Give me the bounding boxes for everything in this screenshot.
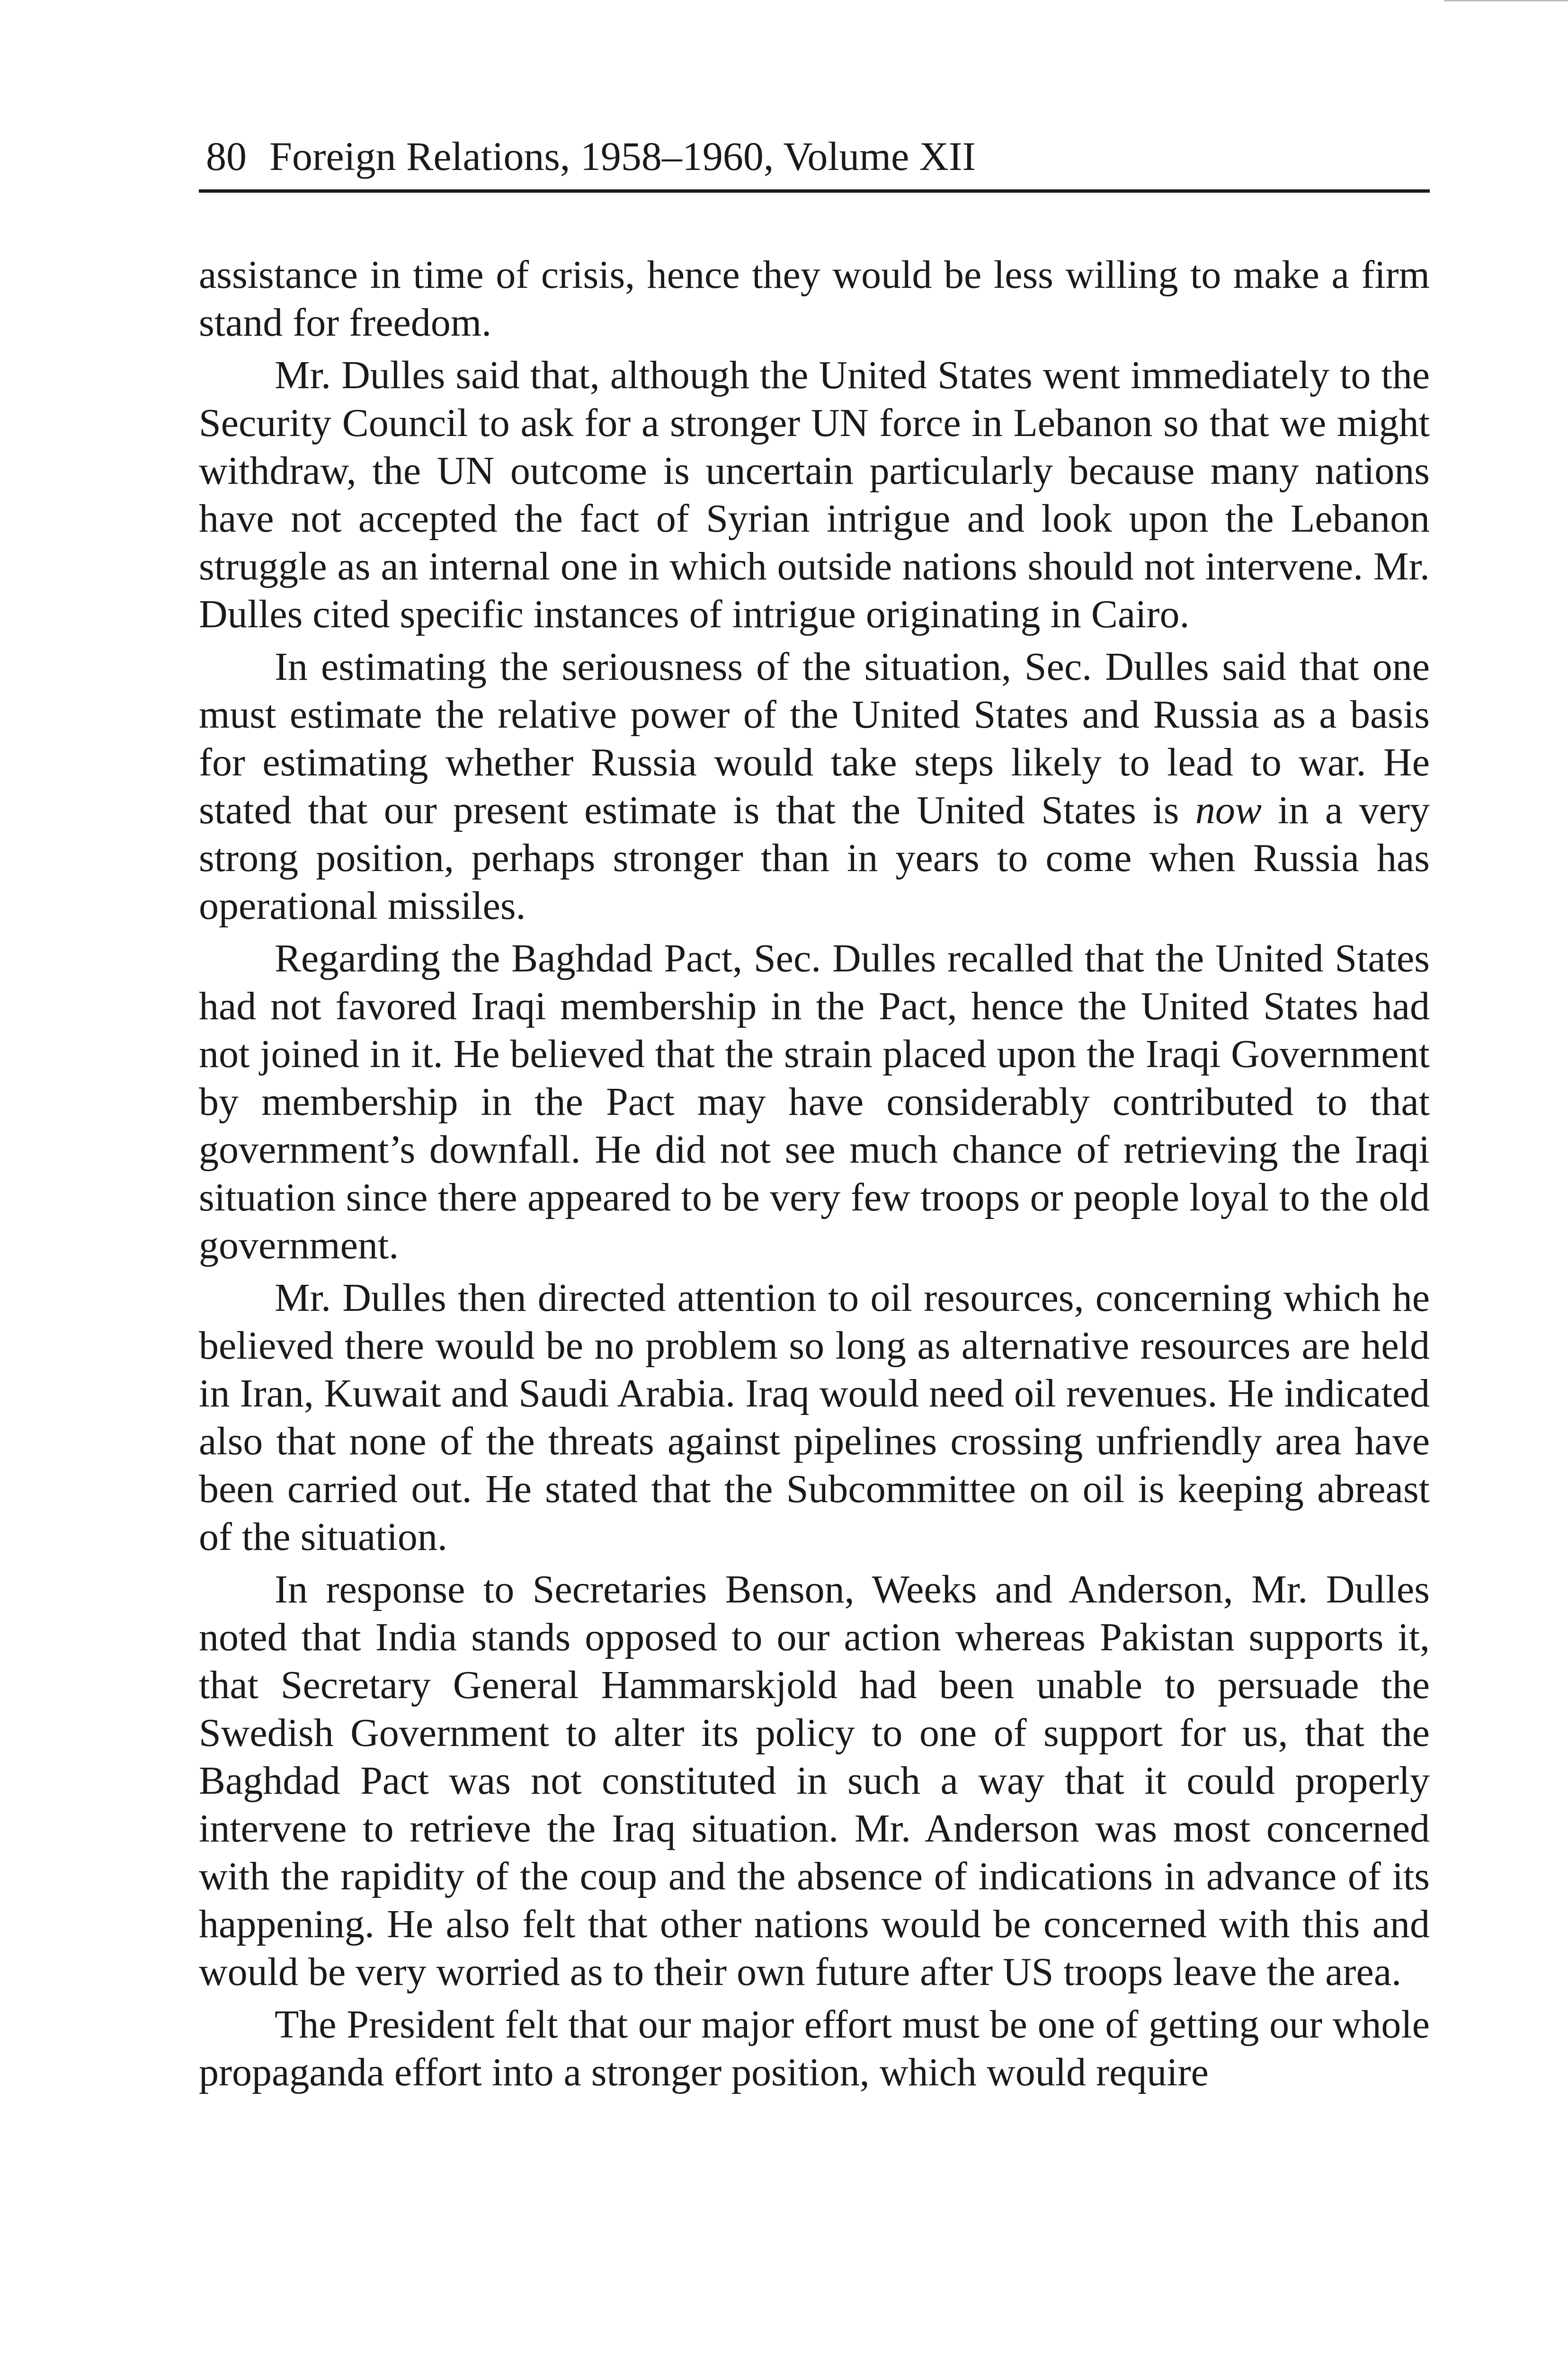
- paragraph-continuation: assistance in time of crisis, hence they would be less willing to make a firm stand for freedom.: [199, 253, 1430, 345]
- body-text: [199, 251, 1430, 2101]
- paragraph-baghdad-pact: Regarding the Baghdad Pact, Sec. Dulles recalled that the United States had not favored Iraqi membership in the Pact, hence the United States had not joined in it. He believed that the strain placed upon the Iraqi Government by membership in the Pact may have considerably contributed to that government’s downfall. He did not see much chance of retrieving the Iraqi situation since there appeared to be very few troops or people loyal to the old government.: [199, 936, 1430, 1267]
- paragraph-secretaries-response: In response to Secretaries Benson, Weeks and Anderson, Mr. Dulles noted that India stands opposed to our action whereas Pakistan supports it, that Secretary General Hammarskjold had been unable to persuade the Swedish Government to alter its policy to one of support for us, that the Baghdad Pact was not constituted in such a way that it could properly intervene to retrieve the Iraq situation. Mr. Anderson was most concerned with the rapidity of the coup and the absence of indications in advance of its happening. He also felt that other nations would be concerned with this and would be very worried as to their own future after US troops leave the area.: [199, 1567, 1430, 1994]
- running-title: Foreign Relations, 1958–1960, Volume XII: [269, 133, 976, 179]
- paragraph-president-propaganda: The President felt that our major effort must be one of getting our whole propaganda effort into a stronger position, which would require: [199, 2002, 1430, 2094]
- emphasis-now: now: [1195, 788, 1262, 832]
- paragraph-oil-resources: Mr. Dulles then directed attention to oil resources, concerning which he believed there would be no problem so long as alternative resources are held in Iran, Kuwait and Saudi Arabia. Iraq would need oil revenues. He indicated also that none of the threats against pipelines crossing unfriendly area have been carried out. He stated that the Subcommittee on oil is keeping abreast of the situation.: [199, 1276, 1430, 1559]
- scan-edge-rule: [1444, 0, 1568, 1]
- running-head: [206, 128, 976, 185]
- paragraph-relative-power-part1: In estimating the seriousness of the situation, Sec. Dulles said that one must estimate the relative power of the United States and Russia as a basis for estimating whether Russia would take steps likely to lead to war. He stated that our present estimate is that the United States is: [199, 645, 1430, 832]
- page-number: 80: [206, 133, 247, 179]
- paragraph-relative-power-part2: in a very strong position, perhaps stronger than in years to come when Russia has operational missiles.: [199, 788, 1430, 928]
- paragraph-relative-power: [199, 643, 1430, 930]
- header-rule: [199, 189, 1430, 193]
- page-header: [199, 128, 1430, 185]
- paragraph-un-outcome: Mr. Dulles said that, although the United States went immediately to the Security Council to ask for a stronger UN force in Lebanon so that we might withdraw, the UN outcome is uncertain particularly because many nations have not accepted the fact of Syrian intrigue and look upon the Lebanon struggle as an internal one in which outside nations should not intervene. Mr. Dulles cited specific instances of intrigue originating in Cairo.: [199, 353, 1430, 636]
